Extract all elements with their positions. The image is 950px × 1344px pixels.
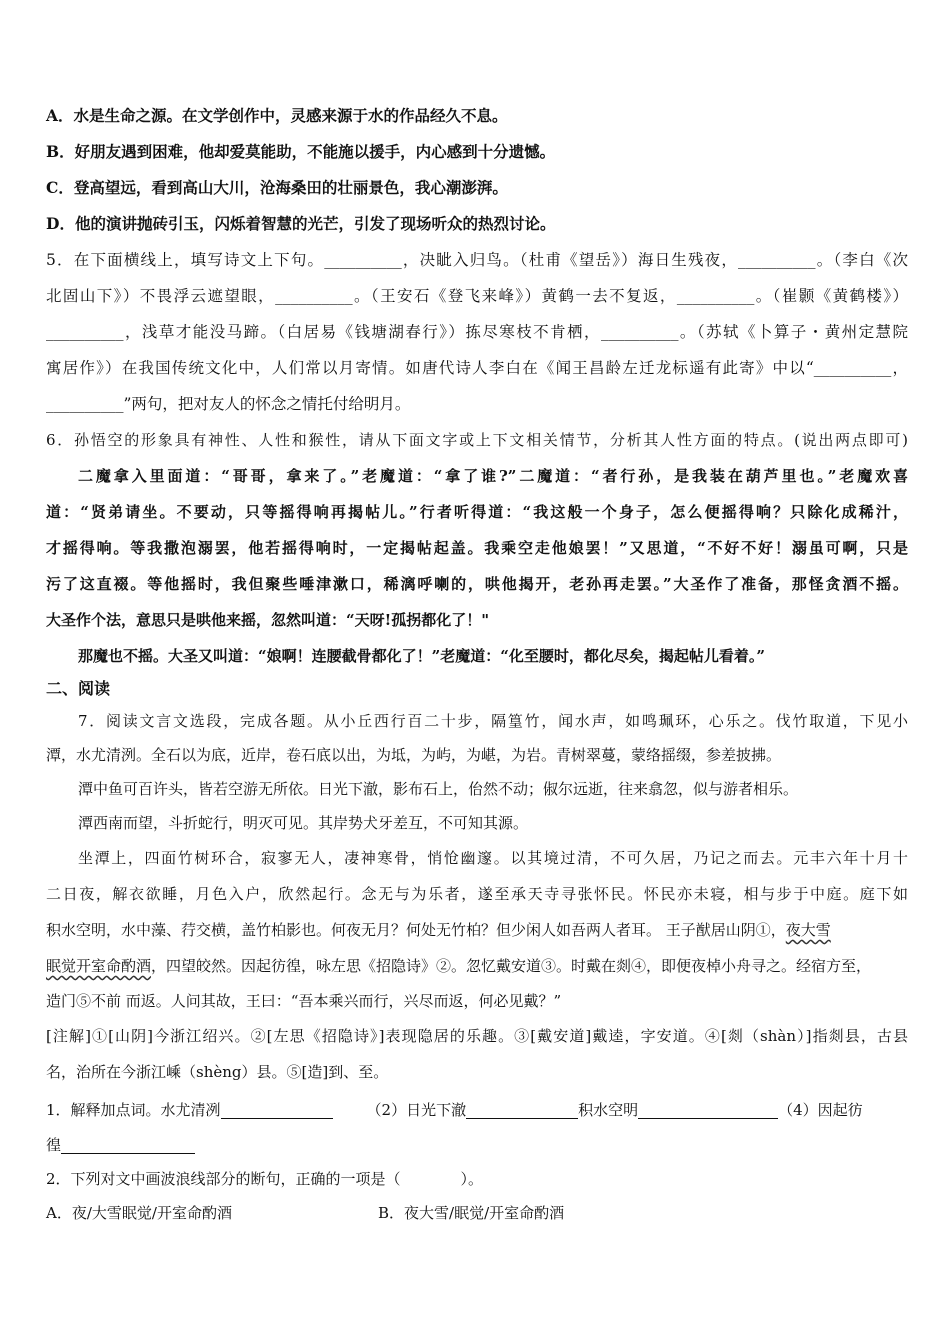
option-text: 他的演讲抛砖引玉，闪烁着智慧的光芒，引发了现场听众的热烈讨论。 xyxy=(74,214,556,233)
sub1-line xyxy=(46,1090,908,1130)
q7-line: 7．阅读文言文选段，完成各题。从小丘西行百二十步，隔篁竹，闻水声，如鸣珮环，心乐之。伐竹取道，下见小 xyxy=(78,712,908,730)
q7-line: 二日夜，解衣欲睡，月色入户，欣然起行。念无与为乐者，遂至承天寺寻张怀民。怀民亦未寝，相与步于中庭。庭下如 xyxy=(46,885,908,903)
answer-blank[interactable] xyxy=(466,1100,578,1119)
option-label: A． xyxy=(46,106,74,125)
option-label: C． xyxy=(46,178,74,197)
sub2-options xyxy=(46,1198,908,1228)
q7-line: 潭中鱼可百许头，皆若空游无所依。日光下澈，影布石上，佁然不动；俶尔远逝，往来翕忽，似与游者相乐。 xyxy=(78,780,799,798)
q5-line: __________”两句，把对友人的怀念之情托付给明月。 xyxy=(46,395,411,413)
annotations xyxy=(46,1018,908,1090)
option-label: D． xyxy=(46,214,75,233)
sub1-text: 积水空明 xyxy=(578,1101,639,1119)
subquestion-1 xyxy=(46,1090,908,1160)
q4-option-c xyxy=(46,170,908,206)
answer-blank[interactable] xyxy=(638,1100,778,1119)
option-text: 登高望远，看到高山大川，沧海桑田的壮丽景色，我心潮澎湃。 xyxy=(73,178,508,197)
exam-page xyxy=(46,98,908,1228)
q6-passage-line: 那魔也不摇。大圣又叫道：“娘啊！连腰截骨都化了！”老魔道：“化至腰时，都化尽矣，揭起帖儿看着。” xyxy=(78,647,766,665)
subquestion-2 xyxy=(46,1160,908,1228)
q4-options xyxy=(46,98,908,242)
note-line: 名，治所在今浙江嵊（shèng）县。⑤[造]到、至。 xyxy=(46,1063,389,1081)
question-5 xyxy=(46,242,908,422)
sub2-option-b[interactable]: B．夜大雪/眠觉/开室命酌酒 xyxy=(378,1204,565,1222)
q6-passage-line: 污了这直裰。等他摇时，我但聚些唾津漱口，稀漓呼喇的，哄他揭开，老孙再走罢。”大圣作了准备，那怪贪酒不摇。 xyxy=(46,575,908,593)
q7-line: 潭，水尤清洌。全石以为底，近岸，卷石底以出，为坻，为屿，为嵁，为岩。青树翠蔓，蒙络摇缀，参差披拂。 xyxy=(46,746,782,764)
section-heading: 二、阅读 xyxy=(46,679,111,698)
q6-passage-line: 才摇得响。等我撒泡溺罢，他若摇得响时，一定揭帖起盖。我乘空走他娘罢！”又思道，“不好不好！溺虽可啊，只是 xyxy=(46,539,908,557)
q5-line: __________，浅草才能没马蹄。（白居易《钱塘湖春行》）拣尽寒枝不肯栖，__________。（苏轼《卜算子・黄州定慧院 xyxy=(46,323,908,341)
sub1-text: （4）因起彷 xyxy=(778,1101,863,1119)
q7-line xyxy=(46,912,908,948)
q5-line: 5．在下面横线上，填写诗文上下句。__________，决眦入归鸟。（杜甫《望岳》）海日生残夜，__________。（李白《次 xyxy=(46,251,908,269)
option-text: 水是生命之源。在文学创作中，灵感来源于水的作品经久不息。 xyxy=(73,106,508,125)
sub1-text: 1．解释加点词。水尤清冽 xyxy=(46,1101,221,1119)
q7-text: ，四望皎然。因起彷徨，咏左思《招隐诗》②。忽忆戴安道③。时戴在剡④，即便夜棹小舟寻之。经宿方至， xyxy=(151,957,872,975)
q7-line xyxy=(46,948,908,984)
sub2-option-a[interactable]: A．夜/大雪眠觉/开室命酌酒 xyxy=(46,1204,232,1222)
q6-passage-line: 二魔拿入里面道：“哥哥，拿来了。”老魔道：“拿了谁?”二魔道：“者行孙，是我装在葫芦里也。”老魔欢喜 xyxy=(78,467,908,485)
answer-blank[interactable] xyxy=(61,1135,195,1154)
sub1-text: （2）日光下澈 xyxy=(366,1101,467,1119)
q6-passage-line: 大圣作个法，意思只是哄他来摇，忽然叫道：“天呀!孤拐都化了！" xyxy=(46,611,490,629)
question-6 xyxy=(46,422,908,674)
q6-stem: 6．孙悟空的形象具有神性、人性和猴性，请从下面文字或上下文相关情节，分析其人性方面的特点。(说出两点即可) xyxy=(46,431,908,449)
q4-option-b xyxy=(46,134,908,170)
sub1-line xyxy=(46,1130,908,1160)
wavy-underlined-text: 眠觉开室命酌酒 xyxy=(46,957,152,975)
sub2-stem: 2．下列对文中画波浪线部分的断句，正确的一项是（ ）。 xyxy=(46,1170,484,1188)
q7-text: 积水空明，水中藻、荇交横，盖竹柏影也。何夜无月？何处无竹柏？但少闲人如吾两人者耳。 王子猷居山阴①， xyxy=(46,921,786,939)
q7-line: 造门⑤不前 而返。人问其故，王曰：“吾本乘兴而行，兴尽而返，何必见戴？” xyxy=(46,992,562,1010)
q4-option-d xyxy=(46,206,908,242)
option-label: B． xyxy=(46,142,75,161)
q7-line: 潭西南而望，斗折蛇行，明灭可见。其岸势犬牙差互，不可知其源。 xyxy=(78,814,529,832)
q5-line: 寓居作》）在我国传统文化中，人们常以月寄情。如唐代诗人李白在《闻王昌龄左迁龙标遥有此寄》中以“__________， xyxy=(46,359,908,377)
sub1-text: 徨 xyxy=(46,1136,62,1154)
option-text: 好朋友遇到困难，他却爱莫能助，不能施以援手，内心感到十分遗憾。 xyxy=(74,142,556,161)
wavy-underlined-text: 夜大雪 xyxy=(785,921,831,939)
q5-line: 北固山下》）不畏浮云遮望眼，__________。（王安石《登飞来峰》）黄鹤一去不复返，__________。（崔颢《黄鹤楼》） xyxy=(46,287,908,305)
answer-blank[interactable] xyxy=(221,1100,333,1119)
question-7 xyxy=(46,704,908,1018)
q7-line: 坐潭上，四面竹树环合，寂寥无人，凄神寒骨，悄怆幽邃。以其境过清，不可久居，乃记之而去。元丰六年十月十 xyxy=(78,849,908,867)
q6-passage-line: 道：“贤弟请坐。不要动，只等摇得响再揭帖儿。”行者听得道：“我这般一个身子，怎么便摇得响？只除化成稀汁， xyxy=(46,503,908,521)
note-line: [注解]①[山阴]今浙江绍兴。②[左思《招隐诗》]表现隐居的乐趣。③[戴安道]戴逵，字安道。④[剡（shàn）]指剡县，古县 xyxy=(46,1027,908,1045)
q4-option-a xyxy=(46,98,908,134)
